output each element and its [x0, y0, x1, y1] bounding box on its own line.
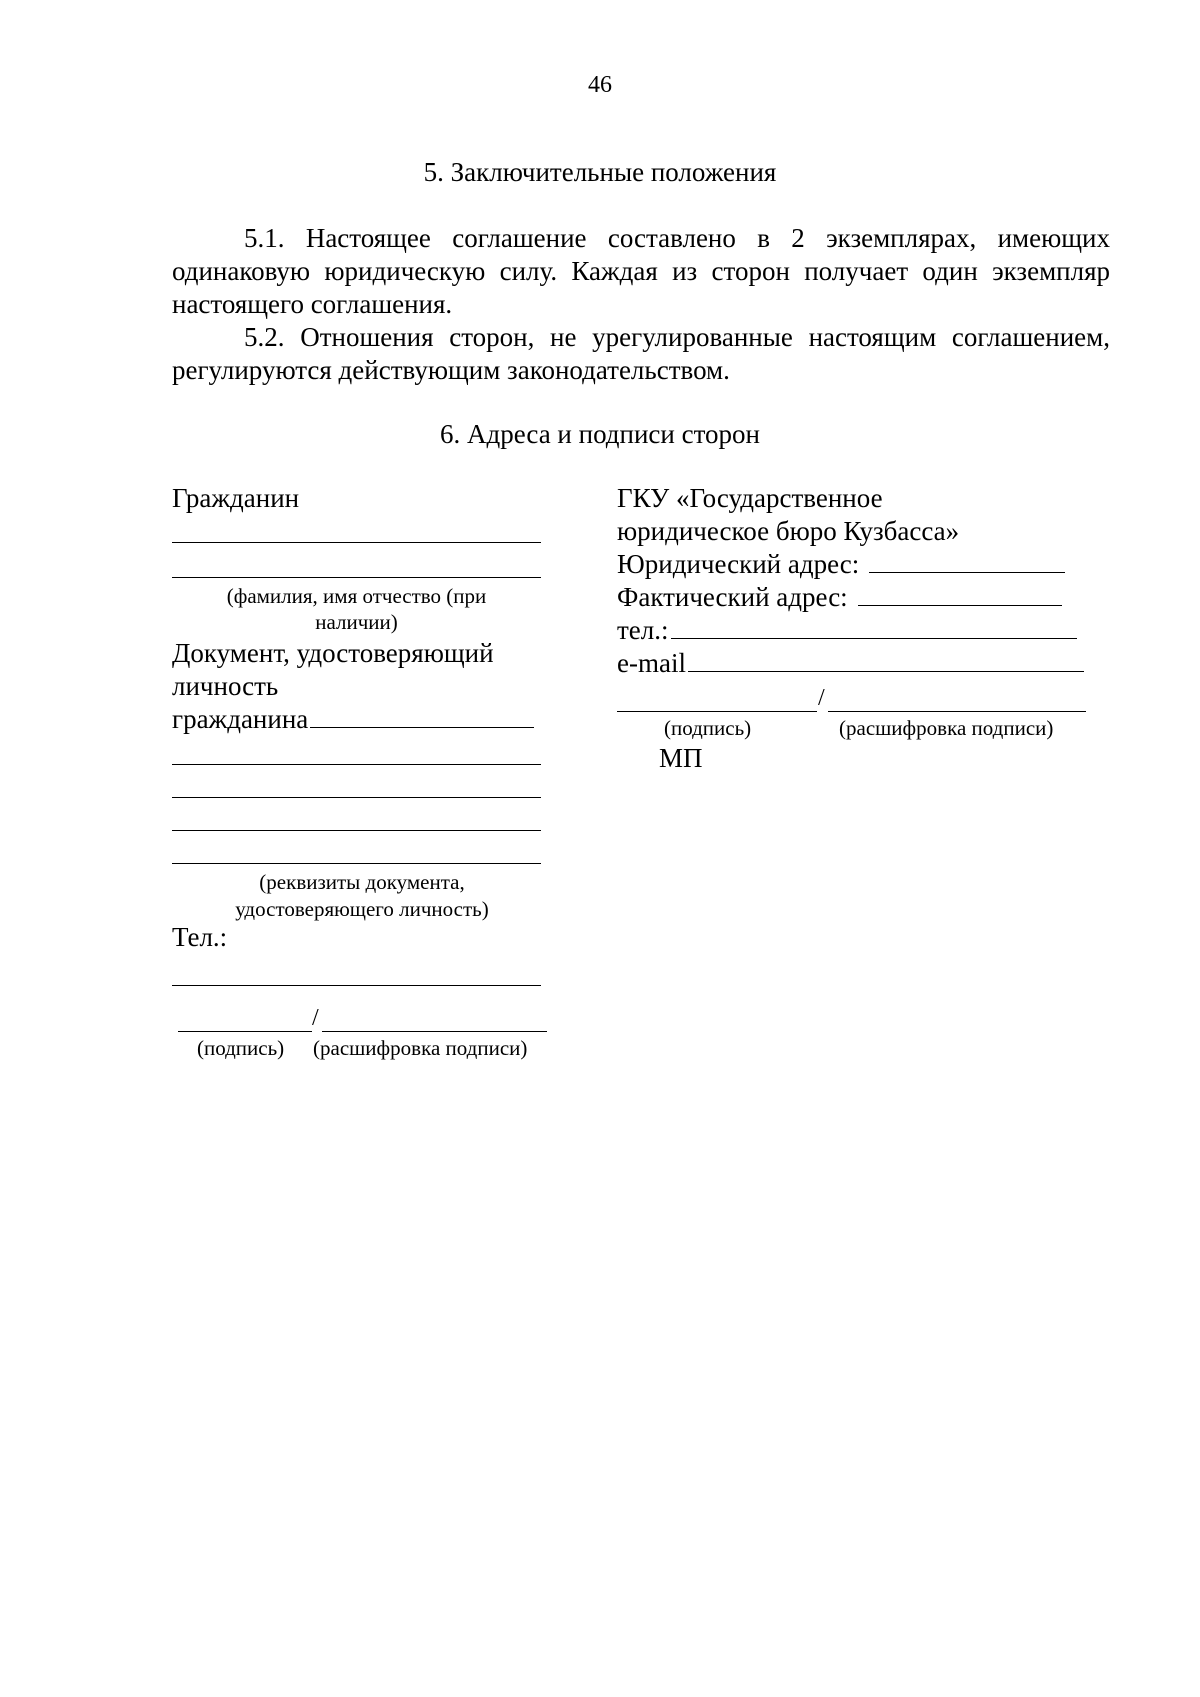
bureau-actual-address-line[interactable] [858, 585, 1062, 606]
citizen-doc-label-1: Документ, удостоверяющий [172, 638, 494, 668]
bureau-legal-address [617, 549, 1065, 580]
bureau-signature-decode-caption: (расшифровка подписи) [839, 716, 1054, 740]
citizen-heading: Гражданин [172, 483, 300, 513]
citizen-signature-decode-caption: (расшифровка подписи) [313, 1036, 528, 1060]
citizen-doc-caption-2: удостоверяющего личность) [235, 897, 489, 921]
bureau-column [617, 0, 1117, 1697]
citizen-doc-line-4[interactable] [172, 830, 541, 831]
citizen-signature-caption: (подпись) [197, 1036, 285, 1060]
citizen-doc-caption-1: (реквизиты документа, [259, 870, 465, 894]
bureau-email-label: e-mail [617, 648, 686, 678]
bureau-name-2: юридическое бюро Кузбасса» [617, 516, 960, 546]
paragraph-5-2: 5.2. Отношения сторон, не урегулированные настоящим соглашением, регулируются действующим законодательством. [172, 322, 1110, 385]
bureau-actual-address-label: Фактический адрес: [617, 582, 848, 612]
bureau-legal-address-label: Юридический адрес: [617, 549, 860, 579]
citizen-name-caption-2: наличии) [315, 610, 398, 634]
bureau-email-line[interactable] [688, 651, 1084, 672]
bureau-stamp-label: МП [659, 743, 703, 773]
bureau-actual-address [617, 582, 1062, 613]
bureau-signature-separator: / [818, 685, 825, 711]
bureau-signature-decode-line[interactable] [828, 711, 1086, 712]
citizen-signature-separator: / [312, 1005, 319, 1031]
citizen-doc-label-3-text: гражданина [172, 704, 309, 734]
citizen-name-caption-1: (фамилия, имя отчество (при [226, 584, 487, 608]
citizen-doc-line-5[interactable] [172, 863, 541, 864]
bureau-name-1: ГКУ «Государственное [617, 483, 883, 513]
section-5-title: 5. Заключительные положения [423, 157, 777, 187]
page-number: 46 [588, 72, 612, 98]
citizen-doc-line-1[interactable] [310, 707, 534, 728]
section-6-title: 6. Адреса и подписи сторон [439, 419, 760, 449]
citizen-phone-label: Тел.: [172, 922, 228, 952]
citizen-column [172, 0, 552, 1697]
citizen-signature-decode-line[interactable] [322, 1031, 547, 1032]
citizen-doc-label-3 [172, 704, 534, 735]
bureau-email [617, 648, 1084, 679]
citizen-doc-line-3[interactable] [172, 797, 541, 798]
citizen-signature-line[interactable] [178, 1031, 312, 1032]
paragraph-5-1: 5.1. Настоящее соглашение составлено в 2 экземплярах, имеющих одинаковую юридическую силу. Каждая из сторон получает один экземпляр настоящего соглашения. [172, 223, 1110, 319]
bureau-signature-line[interactable] [617, 711, 817, 712]
citizen-name-line-2[interactable] [172, 577, 541, 578]
citizen-name-line-1[interactable] [172, 542, 541, 543]
bureau-phone [617, 615, 1077, 646]
bureau-signature-caption: (подпись) [664, 716, 752, 740]
bureau-phone-label: тел.: [617, 615, 669, 645]
bureau-phone-line[interactable] [671, 618, 1077, 639]
bureau-legal-address-line[interactable] [869, 552, 1065, 573]
citizen-doc-label-2: личность [172, 671, 279, 701]
citizen-doc-line-2[interactable] [172, 764, 541, 765]
citizen-phone-line[interactable] [172, 985, 541, 986]
